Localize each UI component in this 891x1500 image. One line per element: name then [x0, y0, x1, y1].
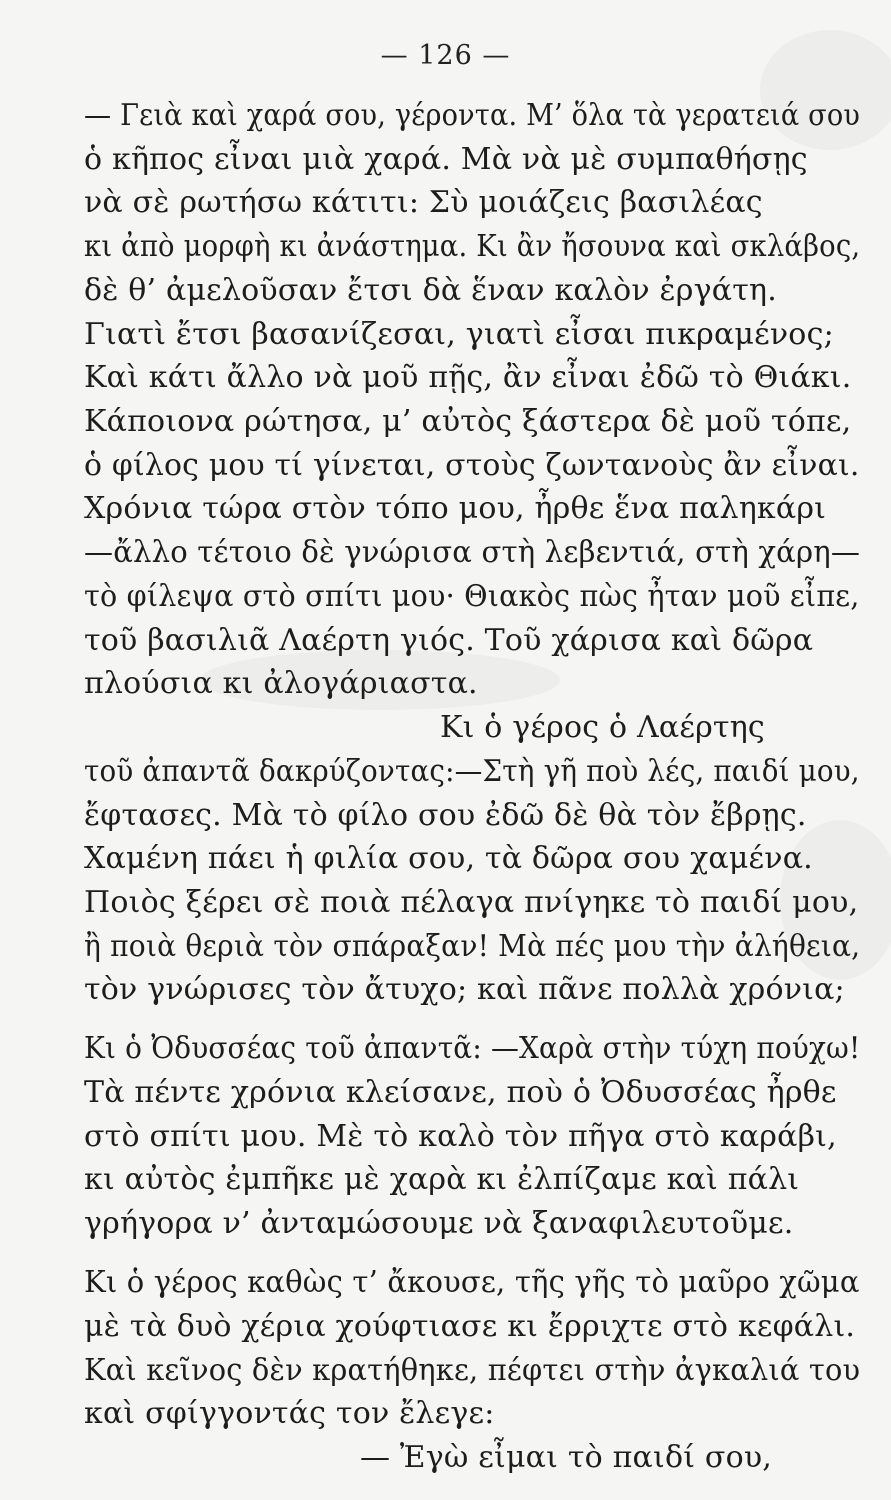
poem-line: Κι ὁ γέρος ὁ Λαέρτης — [440, 710, 765, 746]
poem-line: τοῦ βασιλιᾶ Λαέρτη γιός. Τοῦ χάρισα καὶ δῶρα — [84, 622, 814, 658]
poem-line: Καὶ κάτι ἄλλο νὰ μοῦ πῇς, ἂν εἶναι ἐδῶ τὸ Θιάκι. — [84, 360, 852, 396]
poem-line: δὲ θ’ ἀμελοῦσαν ἔτσι δὰ ἕναν καλὸν ἐργάτη. — [84, 272, 777, 308]
poem-line: ὁ φίλος μου τί γίνεται, στοὺς ζωντανοὺς ἂν εἶναι. — [84, 447, 860, 483]
poem-line: Τὰ πέντε χρόνια κλείσανε, ποὺ ὁ Ὀδυσσέας ἦρθε — [84, 1075, 837, 1111]
poem-line: Χρόνια τώρα στὸν τόπο μου, ἦρθε ἕνα παληκάρι — [84, 491, 827, 527]
poem-line: κι αὐτὸς ἐμπῆκε μὲ χαρὰ κι ἐλπίζαμε καὶ πάλι — [84, 1162, 800, 1198]
poem-line: Κάποιονα ρώτησα, μ’ αὐτὸς ξάστερα δὲ μοῦ τόπε, — [84, 404, 852, 440]
poem-line: ἢ ποιὰ θεριὰ τὸν σπάραξαν! Μὰ πές μου τὴν ἀλήθεια, — [84, 928, 861, 964]
poem-line: στὸ σπίτι μου. Μὲ τὸ καλὸ τὸν πῆγα στὸ καράβι, — [84, 1118, 837, 1154]
poem-line: ἔφτασες. Μὰ τὸ φίλο σου ἐδῶ δὲ θὰ τὸν ἔβρῃς. — [84, 797, 807, 833]
poem-line: γρήγορα ν’ ἀνταμώσουμε νὰ ξαναφιλευτοῦμε. — [84, 1206, 794, 1242]
poem-line: τοῦ ἀπαντᾶ δακρύζοντας:—Στὴ γῆ ποὺ λές, παιδί μου, — [84, 753, 860, 789]
poem-line: τὸν γνώρισες τὸν ἄτυχο; καὶ πᾶνε πολλὰ χρόνια; — [84, 972, 845, 1008]
poem-line: Καὶ κεῖνος δὲν κρατήθηκε, πέφτει στὴν ἀγκαλιά του — [84, 1352, 861, 1388]
poem-line: πλούσια κι ἀλογάριαστα. — [84, 666, 478, 702]
page-number: — 126 — — [380, 40, 511, 71]
poem-line: Κι ὁ Ὀδυσσέας τοῦ ἀπαντᾶ: —Χαρὰ στὴν τύχη πούχω! — [84, 1031, 861, 1067]
poem-line: — Ἐγὼ εἶμαι τὸ παιδί σου, — [360, 1440, 773, 1475]
poem-line: —ἄλλο τέτοιο δὲ γνώρισα στὴ λεβεντιά, στὴ χάρη— — [84, 535, 861, 571]
poem-line: κι ἀπὸ μορφὴ κι ἀνάστημα. Κι ἂν ἤσουνα καὶ σκλάβος, — [84, 229, 861, 265]
poem-line: Κι ὁ γέρος καθὼς τ’ ἄκουσε, τῆς γῆς τὸ μαῦρο χῶμα — [84, 1265, 860, 1301]
poem-line: Ποιὸς ξέρει σὲ ποιὰ πέλαγα πνίγηκε τὸ παιδί μου, — [84, 884, 859, 920]
poem-line: Χαμένη πάει ἡ φιλία σου, τὰ δῶρα σου χαμένα. — [84, 841, 813, 877]
poem-line: Γιατὶ ἔτσι βασανίζεσαι, γιατὶ εἶσαι πικραμένος; — [84, 316, 834, 352]
poem-line: μὲ τὰ δυὸ χέρια χούφτιασε κι ἔρριχτε στὸ κεφάλι. — [84, 1308, 856, 1344]
poem-line: καὶ σφίγγοντάς τον ἔλεγε: — [84, 1396, 495, 1432]
poem-line: — Γειὰ καὶ χαρά σου, γέροντα. Μ’ ὅλα τὰ γερατειά σου — [84, 98, 861, 133]
poem-line: τὸ φίλεψα στὸ σπίτι μου· Θιακὸς πὼς ἦταν μοῦ εἶπε, — [84, 578, 860, 614]
poem-line: ὁ κῆπος εἶναι μιὰ χαρά. Μὰ νὰ μὲ συμπαθήσῃς — [84, 141, 808, 177]
poem-line: νὰ σὲ ρωτήσω κάτιτι: Σὺ μοιάζεις βασιλέας — [84, 185, 763, 221]
